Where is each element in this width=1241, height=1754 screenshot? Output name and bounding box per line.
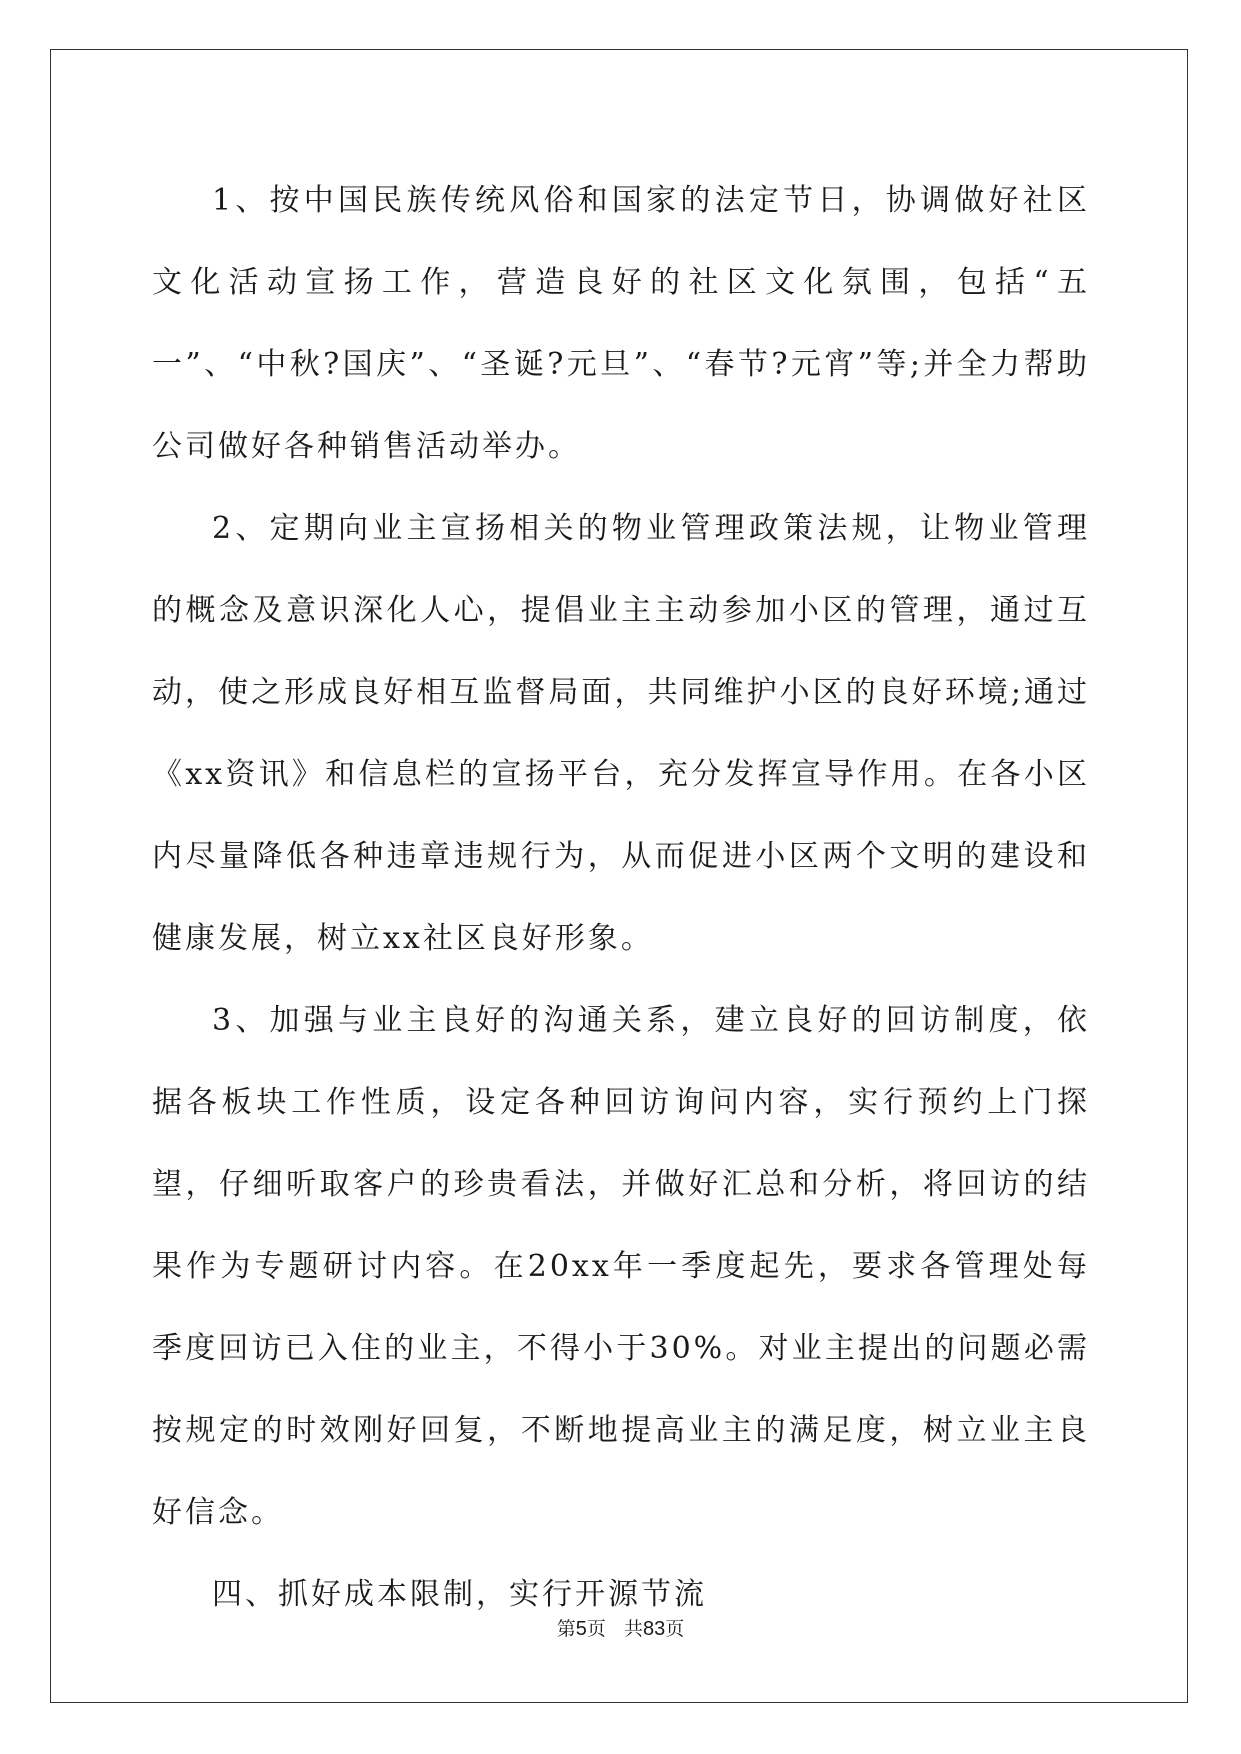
paragraph-1: 1、按中国民族传统风俗和国家的法定节日，协调做好社区文化活动宣扬工作，营造良好的社区文化氛围，包括“五一”、“中秋?国庆”、“圣诞?元旦”、“春节?元宵”等;并全力帮助公司做好各种销售活动举办。 <box>152 183 1090 464</box>
total-prefix: 共 <box>623 1618 643 1640</box>
section-heading: 四、抓好成本限制，实行开源节流 <box>212 1577 707 1612</box>
total-suffix: 页 <box>665 1618 685 1640</box>
page-suffix: 页 <box>586 1618 606 1640</box>
page-prefix: 第 <box>556 1618 576 1640</box>
paragraph-3: 3、加强与业主良好的沟通关系，建立良好的回访制度，依据各板块工作性质，设定各种回访询问内容，实行预约上门探望，仔细听取客户的珍贵看法，并做好汇总和分析，将回访的结果作为专题研讨内容。在20xx年一季度起先，要求各管理处每季度回访已入住的业主，不得小于30%。对业主提出的问题必需按规定的时效刚好回复，不断地提高业主的满足度，树立业主良好信念。 <box>152 1003 1090 1530</box>
page-footer <box>0 1614 1241 1641</box>
page-number: 5 <box>575 1618 587 1640</box>
paragraph-2: 2、定期向业主宣扬相关的物业管理政策法规，让物业管理的概念及意识深化人心，提倡业主主动参加小区的管理，通过互动，使之形成良好相互监督局面，共同维护小区的良好环境;通过《xx资讯》和信息栏的宣扬平台，充分发挥宣导作用。在各小区内尽量降低各种违章违规行为，从而促进小区两个文明的建设和健康发展，树立xx社区良好形象。 <box>152 511 1090 956</box>
total-pages: 83 <box>642 1618 666 1640</box>
document-body <box>152 160 1090 1636</box>
